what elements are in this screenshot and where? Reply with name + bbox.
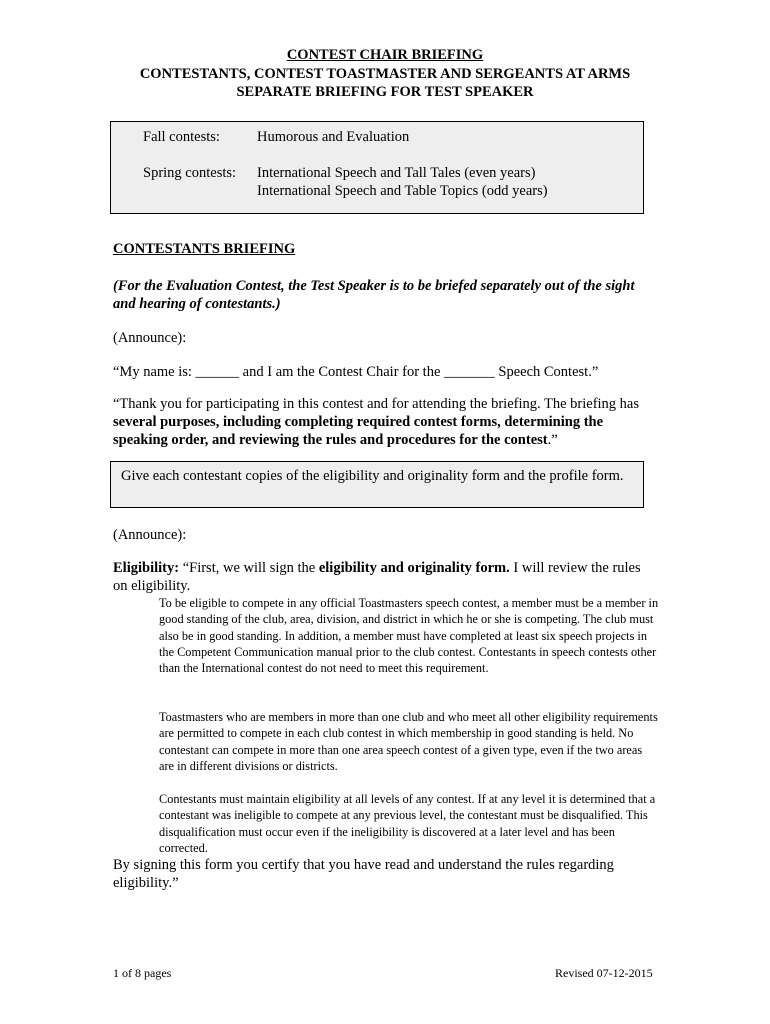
evaluation-note: (For the Evaluation Contest, the Test Speaker is to be briefed separately out of the sight and hearing of contestants.) [113, 278, 635, 312]
page-subtitle: CONTESTANTS, CONTEST TOASTMASTER AND SERGEANTS AT ARMS [139, 66, 631, 82]
eligibility-rule-2: Toastmasters who are members in more than one club and who meet all other eligibility requirements are permitted to compete in each club contest in which membership in good standing is held. No contestant can compete in more than one area speech contest of a given type, even if the two areas are in different divisions or districts. [159, 710, 658, 773]
eligibility-rule-1: To be eligible to compete in any official Toastmasters speech contest, a member must be a member in good standing of the club, area, division, and district in which he or she is competing. The club must also be in good standing. In addition, a member must have completed at least six speech projects in the Competent Communication manual prior to the club contest. Contestants in speech contests other than the International contest do not need to meet this requirement. [159, 596, 659, 676]
thank-you-bold: several purposes, including completing required contest forms, determining the speaking order, and reviewing the rules and procedures for the contest [113, 414, 604, 448]
fall-value: Humorous and Evaluation [257, 129, 410, 145]
eligibility-text: “First, we will sign the [179, 560, 319, 576]
eligibility-rule-3: Contestants must maintain eligibility at all levels of any contest. If at any level it is determined that a contestant was ineligible to compete at any previous level, the contestant must be disqualified. This disqualification must occur even if the ineligibility is discovered at a later level and has been corrected. [159, 792, 656, 855]
contests-box [110, 121, 644, 214]
spring-value-2: International Speech and Table Topics (odd years) [257, 183, 548, 199]
signing-statement: By signing this form you certify that you have read and understand the rules regarding eligibility.” [113, 857, 614, 891]
announce-label: (Announce): [113, 330, 187, 346]
instruction-box [110, 461, 644, 508]
page-subtitle-2: SEPARATE BRIEFING FOR TEST SPEAKER [236, 84, 534, 100]
instruction-text: Give each contestant copies of the eligibility and originality form and the profile form. [121, 468, 624, 484]
eligibility-label: Eligibility: [113, 560, 180, 576]
spring-label: Spring contests: [143, 165, 237, 181]
page-title: CONTEST CHAIR BRIEFING [286, 47, 484, 63]
thank-you-paragraph [113, 395, 653, 449]
eligibility-bold: eligibility and originality form. [318, 560, 510, 576]
page-number: 1 of 8 pages [113, 966, 172, 980]
eligibility-text-2: I will review the rules on eligibility. [113, 560, 641, 594]
section-heading: CONTESTANTS BRIEFING [113, 241, 296, 257]
thank-you-end: .” [547, 432, 558, 448]
announce-label-2: (Announce): [113, 527, 187, 543]
spring-value-1: International Speech and Tall Tales (even years) [257, 165, 536, 181]
thank-you-text: “Thank you for participating in this contest and for attending the briefing. The briefing has [113, 396, 640, 412]
my-name-line: “My name is: ______ and I am the Contest Chair for the _______ Speech Contest.” [113, 364, 599, 380]
fall-label: Fall contests: [143, 129, 220, 145]
revision-date: Revised 07-12-2015 [555, 966, 653, 980]
eligibility-paragraph [113, 559, 643, 595]
